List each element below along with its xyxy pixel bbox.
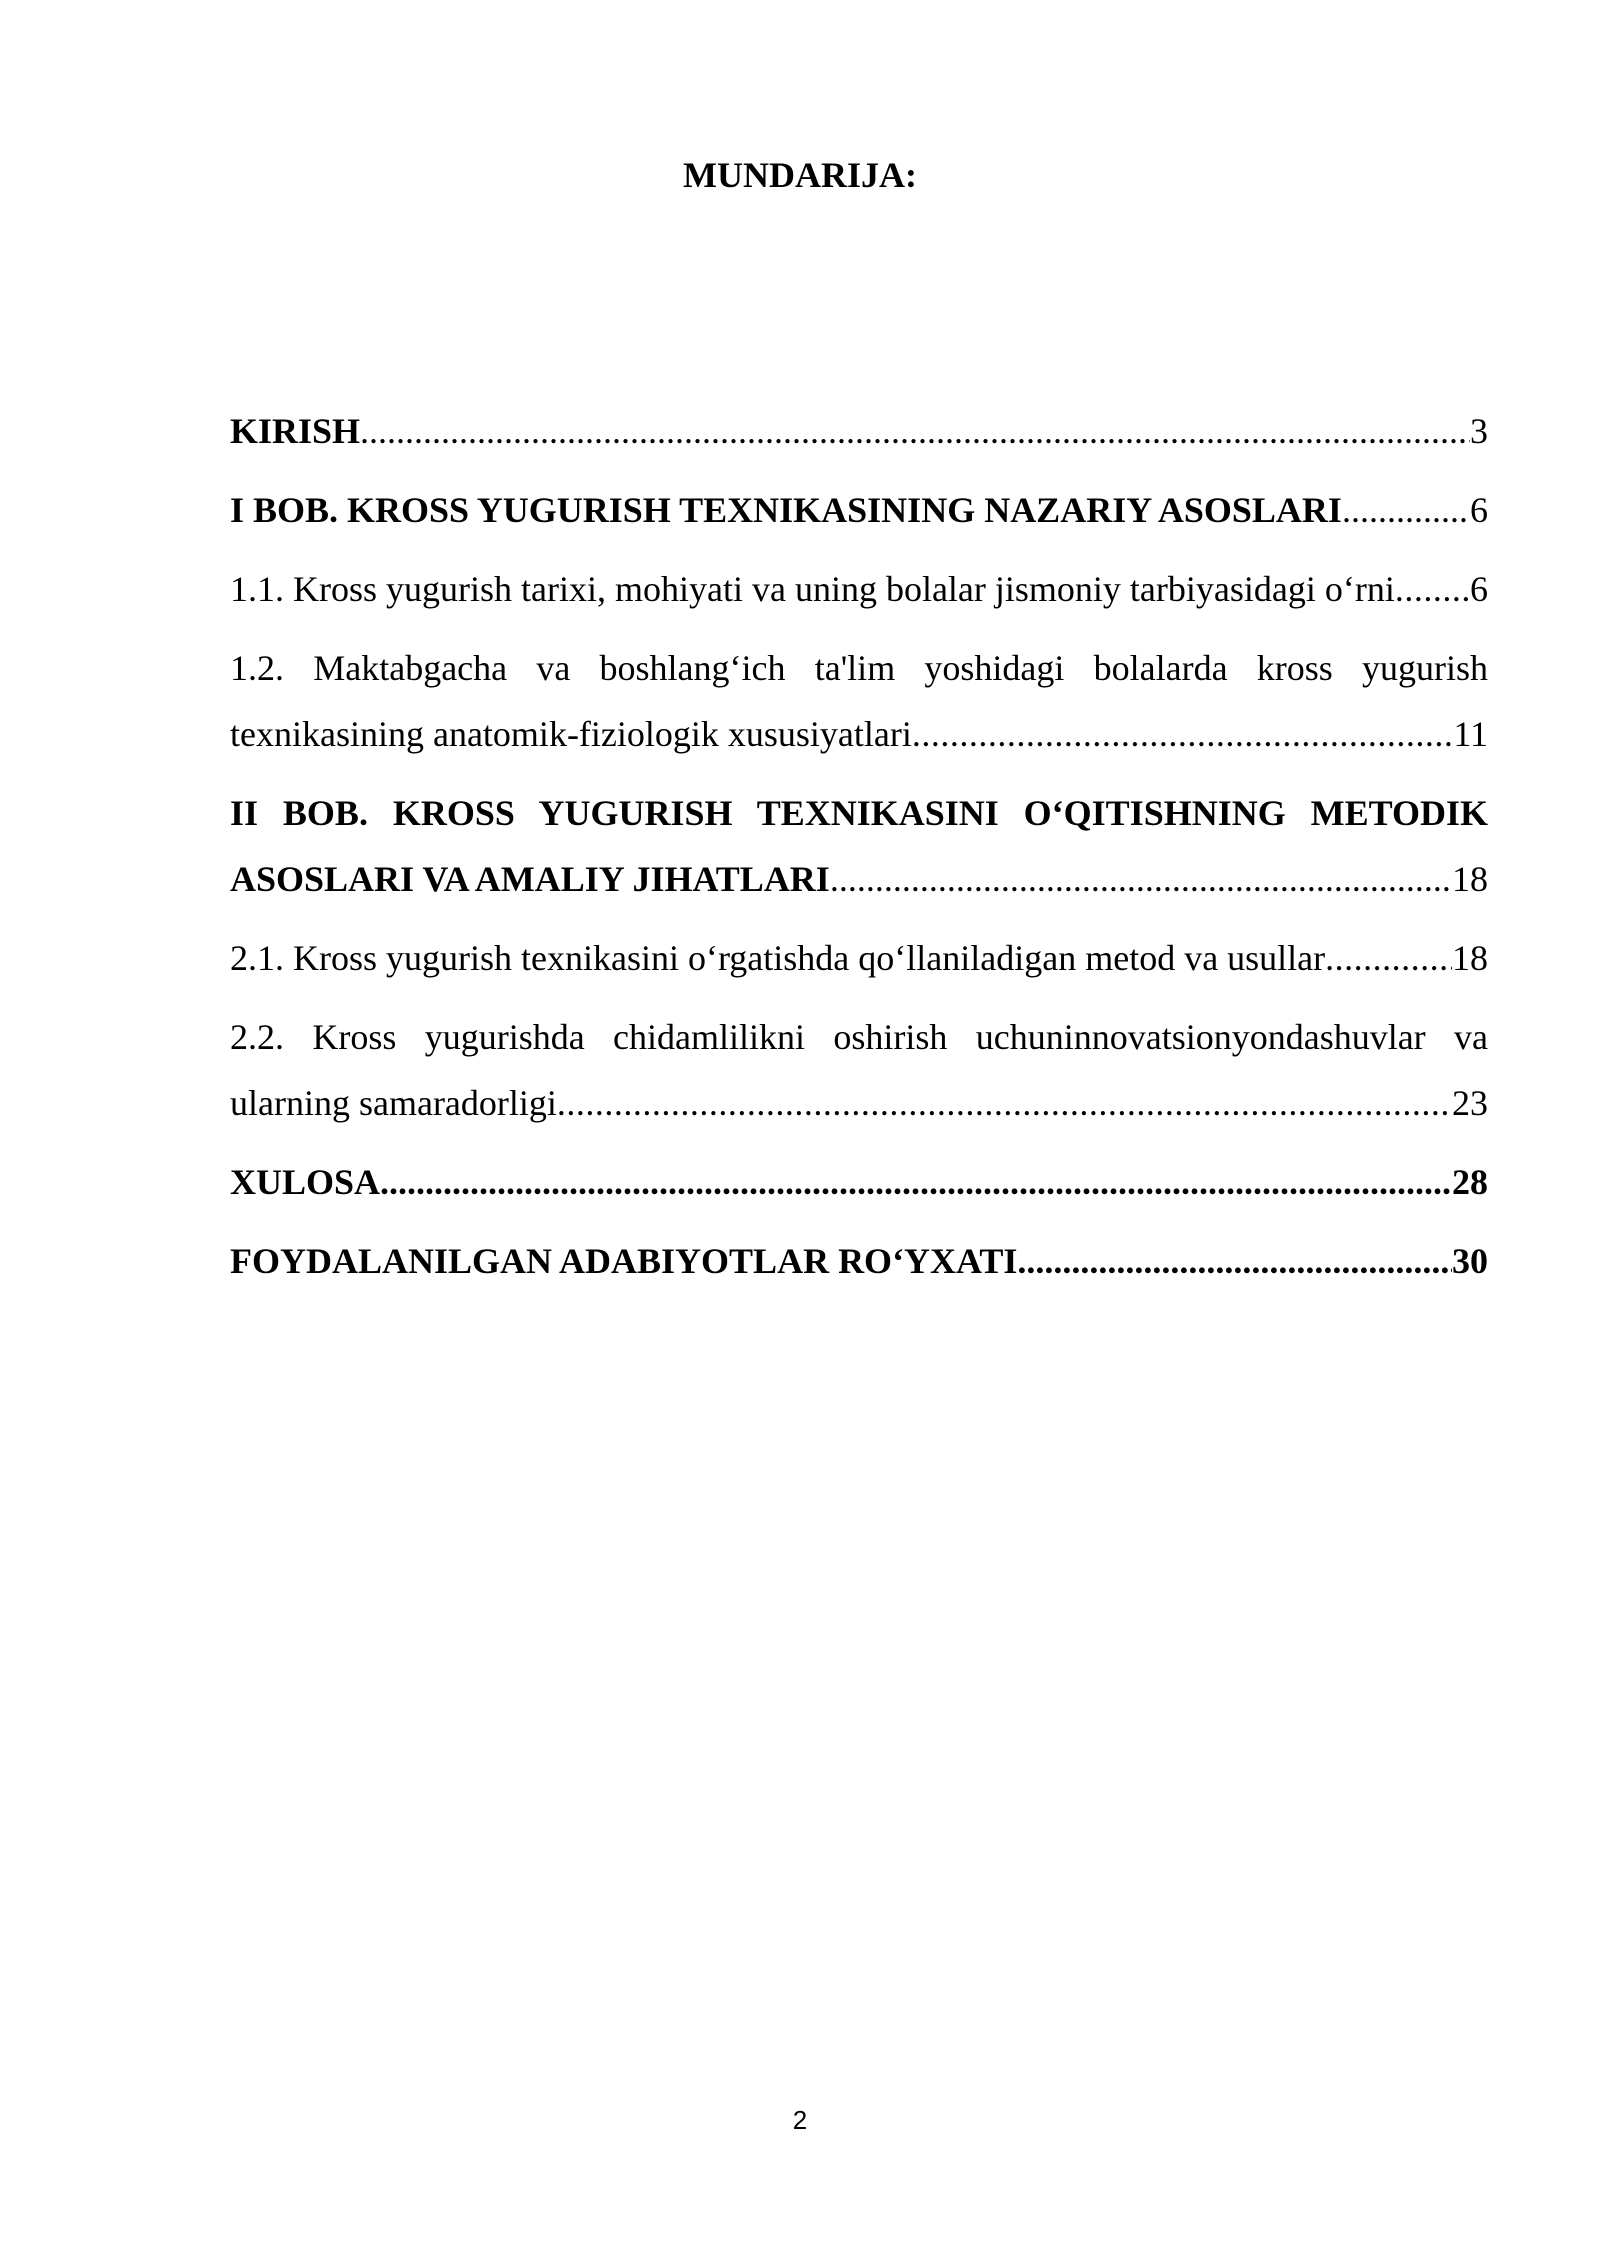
toc-entry-title: ASOSLARI VA AMALIY JIHATLARI [230, 859, 830, 899]
toc-page-number: 30 [1452, 1241, 1488, 1281]
dot-leader [557, 1070, 1452, 1136]
toc-entry-title: 2.1. Kross yugurish texnikasini o‘rgatishda qo‘llaniladigan metod va usullar [230, 938, 1326, 978]
toc-entry-section-1-1[interactable] [230, 556, 1488, 622]
dot-leader [380, 1149, 1452, 1215]
toc-entry-row [230, 556, 1488, 622]
toc-entry-row [230, 1228, 1488, 1294]
toc-page-number: 28 [1452, 1162, 1488, 1202]
toc-entry-row [230, 477, 1488, 543]
dot-leader [1342, 477, 1470, 543]
toc-entry-chapter-1[interactable] [230, 477, 1488, 543]
dot-leader [830, 846, 1452, 912]
toc-entry-title-line: 1.2. Maktabgacha va boshlang‘ich ta'lim yoshidagi bolalarda kross yugurish [230, 648, 1488, 688]
toc-page-number: 18 [1452, 859, 1488, 899]
dot-leader [1017, 1228, 1452, 1294]
toc-entry-section-2-1[interactable] [230, 925, 1488, 991]
toc-entry-title: XULOSA [230, 1162, 381, 1202]
toc-entry-chapter-2[interactable] [230, 780, 1488, 912]
toc-entry-title-line: 2.2. Kross yugurishda chidamlilikni oshirish uchuninnovatsionyondashuvlar va [230, 1017, 1488, 1057]
toc-entry-row [230, 1149, 1488, 1215]
toc-entry-title: I BOB. KROSS YUGURISH TEXNIKASINING NAZARIY ASOSLARI [230, 490, 1342, 530]
toc-entry-row [230, 701, 1488, 767]
toc-entry-kirish[interactable] [230, 398, 1488, 464]
toc-entry-row [230, 925, 1488, 991]
toc-entry-xulosa[interactable] [230, 1149, 1488, 1215]
toc-page-number: 6 [1470, 490, 1488, 530]
toc-entry-row [230, 1070, 1488, 1136]
dot-leader [1395, 556, 1470, 622]
toc-entry-title: FOYDALANILGAN ADABIYOTLAR RO‘YXATI [230, 1241, 1018, 1281]
dot-leader [360, 398, 1470, 464]
toc-entry-references[interactable] [230, 1228, 1488, 1294]
table-of-contents [230, 398, 1488, 1307]
dot-leader [912, 701, 1453, 767]
toc-entry-section-2-2[interactable] [230, 1004, 1488, 1136]
toc-entry-section-1-2[interactable] [230, 635, 1488, 767]
toc-entry-row [230, 398, 1488, 464]
toc-entry-title: KIRISH [230, 411, 361, 451]
toc-page-number: 11 [1453, 714, 1488, 754]
toc-entry-row [230, 846, 1488, 912]
toc-entry-title: 1.1. Kross yugurish tarixi, mohiyati va uning bolalar jismoniy tarbiyasidagi o‘rni [230, 569, 1395, 609]
toc-page-number: 6 [1470, 569, 1488, 609]
toc-entry-title: ularning samaradorligi [230, 1083, 557, 1123]
page-title: MUNDARIJA: [683, 155, 917, 195]
toc-entry-title: texnikasining anatomik-fiziologik xususiyatlari [230, 714, 912, 754]
page-number: 2 [792, 2105, 808, 2135]
toc-page-number: 23 [1452, 1083, 1488, 1123]
toc-page-number: 18 [1452, 938, 1488, 978]
toc-page-number: 3 [1470, 411, 1488, 451]
dot-leader [1325, 925, 1452, 991]
toc-entry-title-line: II BOB. KROSS YUGURISH TEXNIKASINI O‘QITISHNING METODIK [230, 793, 1488, 833]
